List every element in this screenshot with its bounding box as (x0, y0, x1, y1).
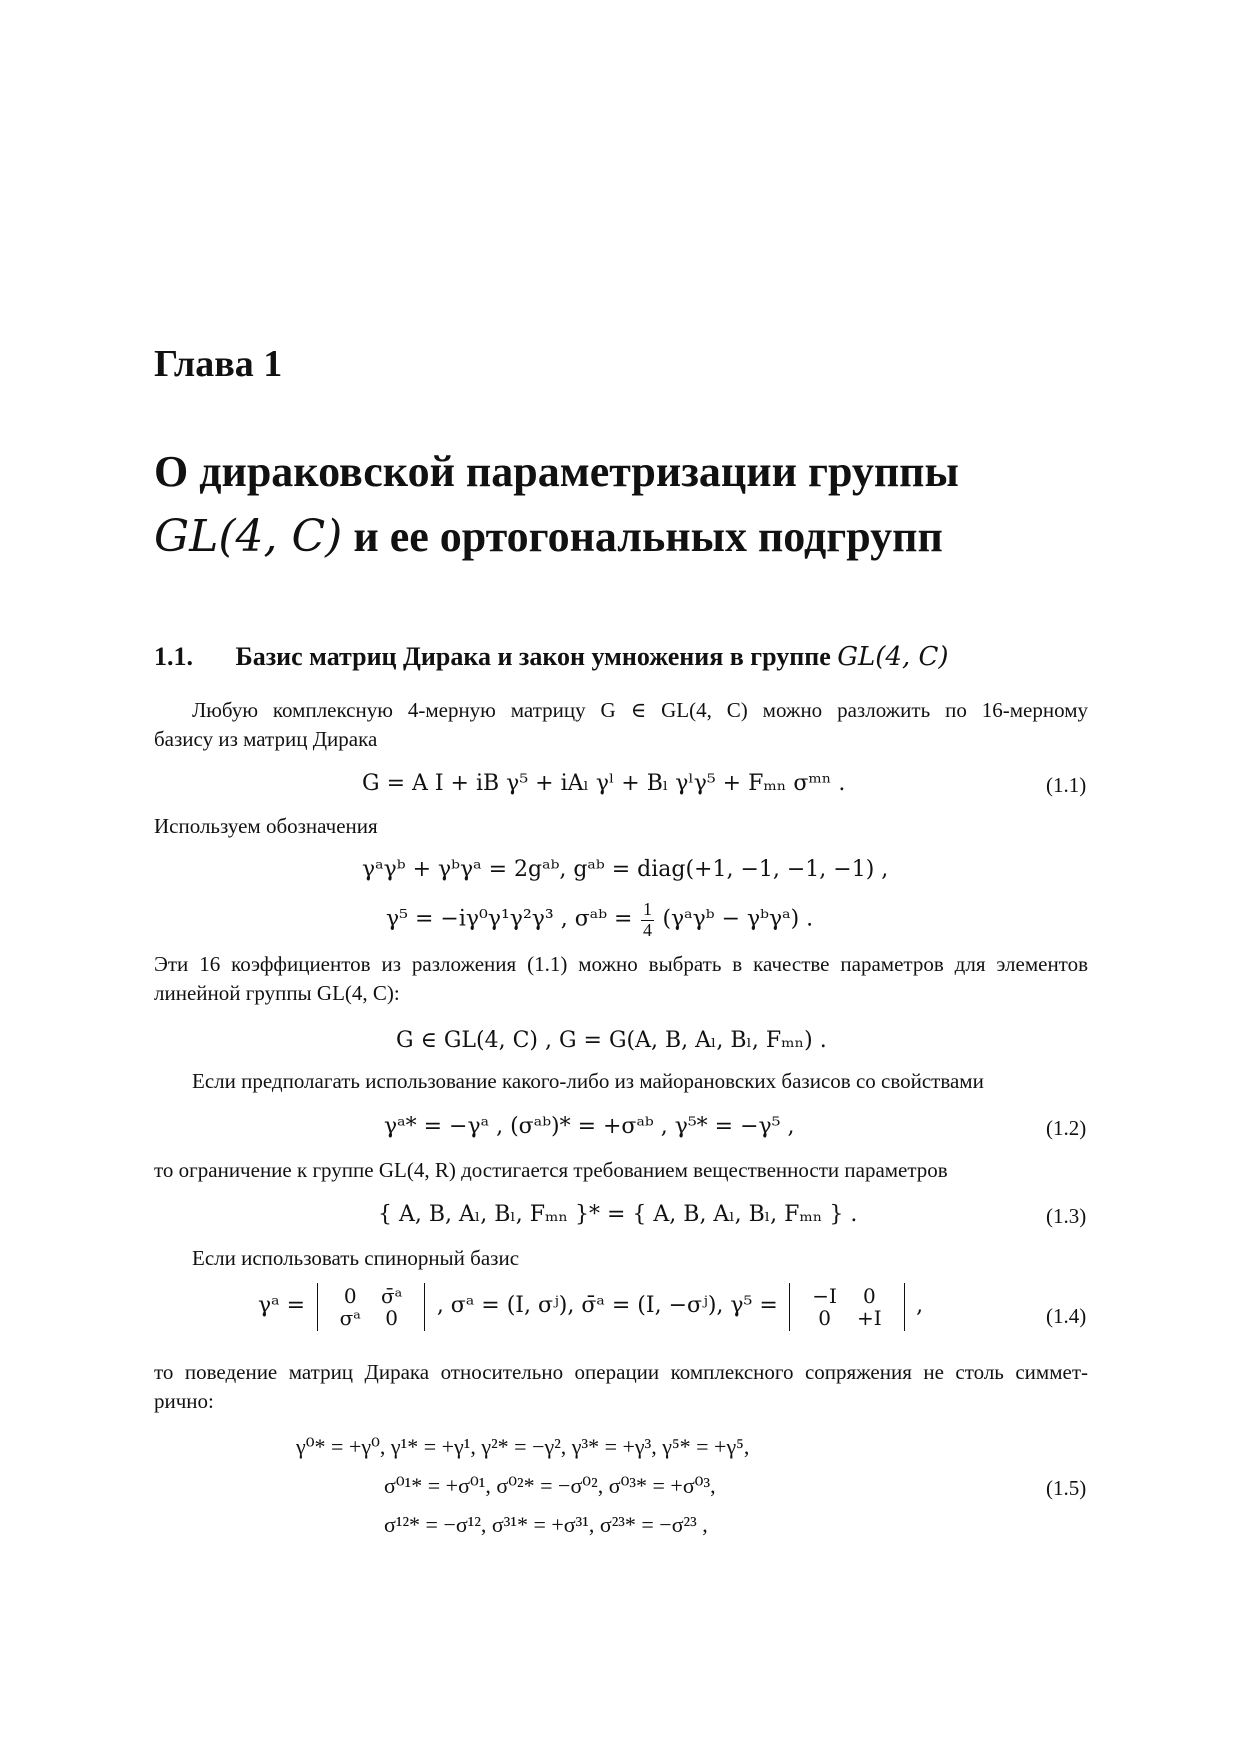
equation-1-4-end: , (916, 1293, 924, 1319)
matrix-gamma-cell: 0 (385, 1306, 398, 1330)
matrix-gamma-cell: 0 (343, 1284, 357, 1308)
equation-1-4-lhs: γᵃ = (258, 1293, 306, 1319)
equation-1-1-body: G = A I + iB γ⁵ + iAₗ γˡ + Bₗ γˡγ⁵ + Fₘₙ σᵐⁿ . (362, 771, 846, 796)
matrix-gamma-cell: σᵃ (339, 1306, 361, 1330)
paragraph-1-line-1: Любую комплексную 4-мерную матрицу G ∈ GL(4, C) можно разложить по 16-мерному (192, 698, 1088, 722)
equation-number-1-2: (1.2) (1046, 1116, 1087, 1140)
equation-number-1-5: (1.5) (1046, 1476, 1087, 1500)
equation-notation-2 (386, 900, 813, 941)
equation-1-4-mid: , σᵃ = (I, σʲ), σ̄ᵃ = (I, −σʲ), γ⁵ = (436, 1293, 778, 1319)
equation-notation-1-body: γᵃγᵇ + γᵇγᵃ = 2gᵃᵇ, gᵃᵇ = diag(+1, −1, −1, −1) , (362, 857, 889, 882)
section-number: 1.1. (154, 642, 193, 671)
fraction-numerator: 1 (642, 899, 652, 919)
matrix-gamma-cell: σ̄ᵃ (380, 1284, 403, 1308)
matrix-gamma5-cell: 0 (818, 1306, 831, 1330)
equation-1-3 (378, 1203, 857, 1226)
paragraph-7-line-1: то поведение матриц Дирака относительно операции комплексного сопряжения не столь симмет- (154, 1360, 1088, 1384)
equation-number-1-4: (1.4) (1046, 1304, 1087, 1328)
equation-1-2 (384, 1115, 794, 1138)
equation-notation-2-part-a: γ⁵ = −iγ⁰γ¹γ²γ³ , σᵃᵇ = (386, 906, 633, 932)
equation-notation-1 (362, 858, 888, 881)
section-math: GL(4, C) (837, 642, 949, 672)
paragraph-5: то ограничение к группе GL(4, R) достигается требованием вещественности параметров (154, 1158, 948, 1182)
matrix-gamma5 (789, 1283, 904, 1331)
matrix-gamma5-cell: +I (856, 1306, 882, 1330)
title-text: и ее ортогональных подгрупп (353, 512, 943, 561)
paragraph-4: Если предполагать использование какого-либо из майорановских базисов со свойствами (192, 1069, 984, 1093)
equation-1-5-line-1: γ⁰* = +γ⁰, γ¹* = +γ¹, γ²* = −γ², γ³* = +γ³, γ⁵* = +γ⁵, (296, 1434, 750, 1459)
paragraph-3-line-2: линейной группы GL(4, C): (154, 981, 400, 1005)
section-heading (154, 644, 949, 670)
chapter-label: Глава 1 (154, 343, 283, 385)
equation-1-2-body: γᵃ* = −γᵃ , (σᵃᵇ)* = +σᵃᵇ , γ⁵* = −γ⁵ , (384, 1114, 795, 1139)
matrix-gamma5-cell: −I (812, 1284, 837, 1308)
equation-1-4 (258, 1283, 923, 1331)
equation-1-3-body: { A, B, Aₗ, Bₗ, Fₘₙ }* = { A, B, Aₗ, Bₗ, Fₘₙ } . (378, 1202, 858, 1227)
matrix-gamma5-cell: 0 (862, 1284, 876, 1308)
paragraph-2: Используем обозначения (154, 814, 378, 838)
equation-parametrization (396, 1029, 827, 1052)
equation-number-1-3: (1.3) (1046, 1204, 1087, 1228)
chapter-title-line-2 (154, 511, 943, 562)
fraction-denominator: 4 (642, 919, 652, 940)
title-math: GL(4, C) (154, 511, 343, 562)
equation-notation-2-part-b: (γᵃγᵇ − γᵇγᵃ) . (662, 906, 814, 932)
chapter-title-line-1: О дираковской параметризации группы (154, 447, 959, 496)
paragraph-7-line-2: рично: (154, 1389, 214, 1413)
equation-1-1 (362, 772, 845, 795)
section-title: Базис матриц Дирака и закон умножения в группе (235, 642, 831, 671)
equation-1-5-line-2: σ⁰¹* = +σ⁰¹, σ⁰²* = −σ⁰², σ⁰³* = +σ⁰³, (384, 1473, 716, 1498)
paragraph-3-line-1: Эти 16 коэффициентов из разложения (1.1) можно выбрать в качестве параметров для элементов (154, 952, 1088, 976)
matrix-gamma (317, 1283, 426, 1331)
paragraph-6: Если использовать спинорный базис (192, 1246, 520, 1270)
fraction-one-quarter (641, 900, 654, 941)
equation-parametrization-body: G ∈ GL(4, C) , G = G(A, B, Aₗ, Bₗ, Fₘₙ) . (396, 1028, 827, 1053)
equation-number-1-1: (1.1) (1046, 773, 1087, 797)
paragraph-1-line-2: базису из матриц Дирака (154, 727, 378, 751)
equation-1-5-line-3: σ¹²* = −σ¹², σ³¹* = +σ³¹, σ²³* = −σ²³ , (384, 1512, 708, 1537)
